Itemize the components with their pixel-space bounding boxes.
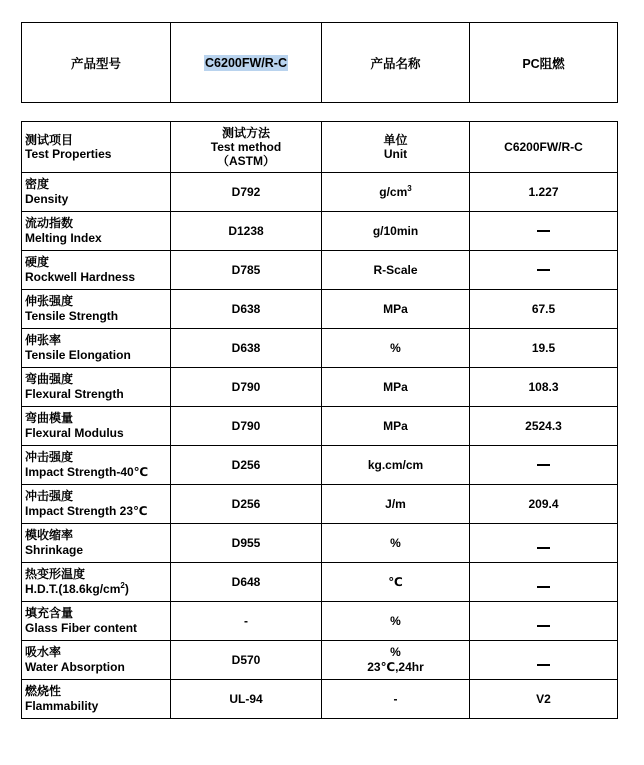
unit-cell (322, 446, 470, 485)
unit-cell (322, 173, 470, 212)
property-name-cn: 弯曲强度 (25, 372, 74, 386)
property-name-cn: 吸水率 (25, 645, 62, 659)
table-row (22, 485, 618, 524)
product-header-row (22, 23, 618, 103)
property-name-cn: 燃烧性 (25, 684, 62, 698)
value-cell (470, 602, 618, 641)
property-cell (22, 251, 171, 290)
value-cell (470, 680, 618, 719)
value-cell (470, 368, 618, 407)
unit-text: R-Scale (373, 262, 418, 277)
unit-cell (322, 290, 470, 329)
unit-cell (322, 680, 470, 719)
unit-text-2: 23℃,24hr (367, 660, 424, 674)
method-cell: D638 (171, 290, 322, 329)
method-cell: UL-94 (171, 680, 322, 719)
col-header-item (22, 122, 171, 173)
value-cell (470, 329, 618, 368)
property-name-en-line (25, 270, 170, 285)
property-cell (22, 290, 171, 329)
method-cell: D256 (171, 485, 322, 524)
col-header-method-std: （ASTM） (217, 154, 275, 168)
no-value-dash (537, 230, 550, 232)
unit-cell (322, 407, 470, 446)
column-header-row (22, 122, 618, 173)
table-row (22, 563, 618, 602)
property-name-en-line (25, 387, 170, 402)
product-name-value: PC阻燃 (470, 23, 618, 103)
value-text: V2 (536, 691, 551, 706)
unit-cell (322, 368, 470, 407)
no-value-dash (537, 547, 550, 549)
unit-cell (322, 251, 470, 290)
unit-text: MPa (383, 418, 408, 433)
unit-text: g/cm (379, 184, 408, 199)
table-row (22, 524, 618, 563)
value-text: 19.5 (531, 340, 556, 355)
properties-body (22, 122, 618, 719)
property-name-cn: 伸张率 (25, 333, 62, 347)
method-cell: D955 (171, 524, 322, 563)
unit-text: ℃ (388, 574, 403, 589)
property-cell (22, 641, 171, 680)
property-name-en: Melting Index (25, 231, 102, 245)
property-name-en-line (25, 465, 170, 480)
value-cell (470, 173, 618, 212)
property-name-en: Flammability (25, 699, 99, 713)
unit-cell (322, 641, 470, 680)
value-cell (470, 641, 618, 680)
method-cell: D792 (171, 173, 322, 212)
property-name-cn: 流动指数 (25, 216, 74, 230)
model-value-cell (171, 23, 322, 103)
unit-text: kg.cm/cm (367, 457, 424, 472)
method-cell: D570 (171, 641, 322, 680)
value-text: 2524.3 (525, 418, 562, 433)
property-name-en: Water Absorption (25, 660, 125, 674)
property-cell (22, 563, 171, 602)
property-cell (22, 485, 171, 524)
property-name-en-line (25, 192, 170, 207)
method-cell: D648 (171, 563, 322, 602)
unit-text: J/m (385, 496, 406, 511)
method-cell: D1238 (171, 212, 322, 251)
value-text: 108.3 (528, 379, 559, 394)
property-cell (22, 368, 171, 407)
table-row (22, 680, 618, 719)
col-header-unit-en: Unit (383, 147, 408, 161)
method-cell: - (171, 602, 322, 641)
property-name-cn: 弯曲模量 (25, 411, 74, 425)
value-cell (470, 212, 618, 251)
property-name-cn: 模收缩率 (25, 528, 74, 542)
value-cell (470, 485, 618, 524)
table-row (22, 641, 618, 680)
col-header-unit (322, 122, 470, 173)
unit-cell (322, 524, 470, 563)
no-value-dash (537, 586, 550, 588)
property-name-en-line (25, 426, 170, 441)
property-name-en-line (25, 582, 170, 597)
property-cell (22, 602, 171, 641)
property-name-cn: 填充含量 (25, 606, 74, 620)
method-cell: D638 (171, 329, 322, 368)
property-name-en-line (25, 309, 170, 324)
property-name-en: Tensile Strength (25, 309, 119, 323)
value-cell (470, 446, 618, 485)
unit-cell (322, 602, 470, 641)
property-name-en: Impact Strength 23℃ (25, 504, 148, 518)
table-row (22, 329, 618, 368)
method-cell: D256 (171, 446, 322, 485)
property-name-tail: ) (124, 582, 129, 596)
property-name-en: Flexural Strength (25, 387, 124, 401)
col-header-method (171, 122, 322, 173)
property-name-en: H.D.T.(18.6kg/cm (25, 582, 121, 596)
unit-text: % (390, 645, 401, 659)
no-value-dash (537, 269, 550, 271)
value-cell (470, 290, 618, 329)
property-name-en-line (25, 660, 170, 675)
table-row (22, 407, 618, 446)
value-cell (470, 407, 618, 446)
property-name-en: Shrinkage (25, 543, 84, 557)
unit-text: - (393, 691, 398, 706)
col-header-item-cn: 测试项目 (25, 133, 74, 147)
unit-text: MPa (383, 301, 408, 316)
no-value-dash (537, 625, 550, 627)
unit-text: % (390, 535, 401, 550)
unit-cell (322, 212, 470, 251)
product-header-table (21, 22, 618, 103)
no-value-dash (537, 664, 550, 666)
unit-text: MPa (383, 379, 408, 394)
value-text: 1.227 (528, 184, 559, 199)
value-text: 67.5 (531, 301, 556, 316)
model-label: 产品型号 (22, 23, 171, 103)
unit-sup: 3 (407, 183, 412, 193)
value-cell (470, 563, 618, 602)
property-cell (22, 524, 171, 563)
unit-text: % (390, 340, 401, 355)
property-name-en-line (25, 699, 170, 714)
table-row (22, 602, 618, 641)
property-name-cn: 伸张强度 (25, 294, 74, 308)
table-row (22, 251, 618, 290)
value-text: 209.4 (528, 496, 559, 511)
property-name-en-line (25, 348, 170, 363)
property-name-cn: 热变形温度 (25, 567, 86, 581)
property-name-en: Flexural Modulus (25, 426, 124, 440)
property-name-en: Density (25, 192, 69, 206)
table-row (22, 446, 618, 485)
model-value[interactable]: C6200FW/R-C (205, 55, 287, 70)
product-name-label: 产品名称 (322, 23, 470, 103)
property-name-en: Rockwell Hardness (25, 270, 136, 284)
property-name-cn: 冲击强度 (25, 450, 74, 464)
table-row (22, 290, 618, 329)
unit-cell (322, 329, 470, 368)
no-value-dash (537, 464, 550, 466)
col-header-value: C6200FW/R-C (470, 122, 618, 173)
unit-cell (322, 563, 470, 602)
table-row (22, 212, 618, 251)
method-cell: D790 (171, 368, 322, 407)
property-cell (22, 680, 171, 719)
unit-text: % (390, 613, 401, 628)
value-cell (470, 251, 618, 290)
col-header-item-en: Test Properties (25, 147, 112, 161)
property-cell (22, 173, 171, 212)
table-row (22, 173, 618, 212)
property-cell (22, 329, 171, 368)
property-name-cn: 密度 (25, 177, 50, 191)
unit-cell (322, 485, 470, 524)
property-cell (22, 446, 171, 485)
property-name-en: Tensile Elongation (25, 348, 131, 362)
method-cell: D790 (171, 407, 322, 446)
property-name-cn: 硬度 (25, 255, 50, 269)
col-header-method-en: Test method (210, 140, 282, 154)
property-name-en-line (25, 504, 170, 519)
table-row (22, 368, 618, 407)
property-name-en-line (25, 543, 170, 558)
property-cell (22, 407, 171, 446)
property-cell (22, 212, 171, 251)
value-cell (470, 524, 618, 563)
property-name-en: Glass Fiber content (25, 621, 138, 635)
col-header-unit-cn: 单位 (383, 133, 408, 147)
col-header-method-cn: 测试方法 (221, 126, 270, 140)
unit-text: g/10min (372, 223, 419, 238)
property-name-sup: 2 (120, 581, 125, 590)
method-cell: D785 (171, 251, 322, 290)
property-name-en: Impact Strength-40℃ (25, 465, 149, 479)
properties-table (21, 121, 618, 719)
property-name-cn: 冲击强度 (25, 489, 74, 503)
property-name-en-line (25, 231, 170, 246)
property-name-en-line (25, 621, 170, 636)
